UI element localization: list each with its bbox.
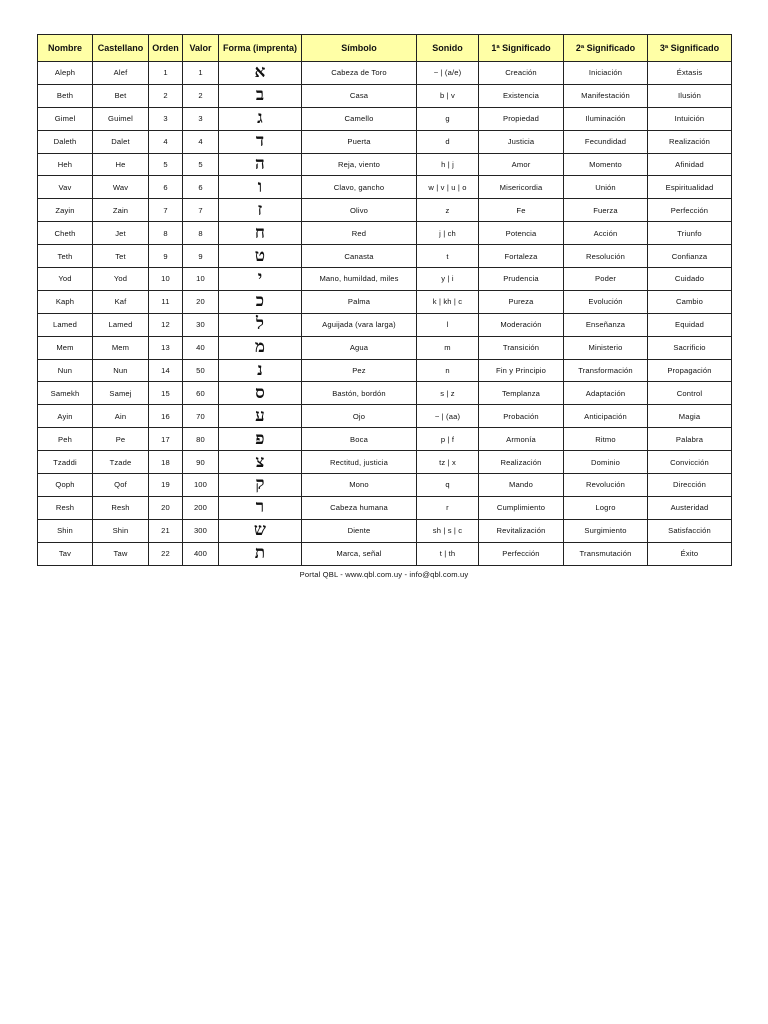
cell-significado-1: Templanza — [479, 382, 564, 405]
cell-nombre: Qoph — [38, 474, 93, 497]
cell-simbolo: Olivo — [302, 199, 417, 222]
cell-significado-3: Magia — [648, 405, 732, 428]
cell-forma: ס — [219, 382, 302, 405]
cell-valor: 100 — [183, 474, 219, 497]
cell-significado-1: Fe — [479, 199, 564, 222]
table-body — [38, 62, 732, 566]
cell-significado-2: Resolución — [564, 245, 648, 268]
cell-valor: 1 — [183, 62, 219, 85]
table-row — [38, 199, 732, 222]
table-row — [38, 176, 732, 199]
cell-orden: 10 — [149, 268, 183, 291]
cell-orden: 3 — [149, 107, 183, 130]
cell-orden: 8 — [149, 222, 183, 245]
cell-valor: 8 — [183, 222, 219, 245]
cell-sonido: g — [417, 107, 479, 130]
cell-significado-2: Fecundidad — [564, 130, 648, 153]
cell-simbolo: Camello — [302, 107, 417, 130]
cell-nombre: Teth — [38, 245, 93, 268]
cell-significado-3: Triunfo — [648, 222, 732, 245]
cell-orden: 14 — [149, 359, 183, 382]
cell-significado-1: Fortaleza — [479, 245, 564, 268]
cell-valor: 70 — [183, 405, 219, 428]
cell-orden: 19 — [149, 474, 183, 497]
footer-text: Portal QBL - www.qbl.com.uy - info@qbl.com.uy — [299, 570, 469, 579]
table-row — [38, 222, 732, 245]
cell-significado-3: Propagación — [648, 359, 732, 382]
cell-orden: 12 — [149, 313, 183, 336]
cell-significado-2: Iluminación — [564, 107, 648, 130]
cell-castellano: Pe — [93, 428, 149, 451]
cell-nombre: Peh — [38, 428, 93, 451]
cell-castellano: Resh — [93, 496, 149, 519]
cell-significado-2: Transformación — [564, 359, 648, 382]
cell-significado-2: Unión — [564, 176, 648, 199]
cell-significado-2: Surgimiento — [564, 519, 648, 542]
cell-significado-1: Amor — [479, 153, 564, 176]
cell-orden: 4 — [149, 130, 183, 153]
cell-orden: 6 — [149, 176, 183, 199]
table-row — [38, 107, 732, 130]
cell-significado-2: Ministerio — [564, 336, 648, 359]
cell-sonido: ~ | (a/e) — [417, 62, 479, 85]
cell-nombre: Resh — [38, 496, 93, 519]
column-header-forma: Forma (imprenta) — [219, 35, 302, 62]
cell-simbolo: Cabeza humana — [302, 496, 417, 519]
table-row — [38, 245, 732, 268]
cell-castellano: Tzade — [93, 451, 149, 474]
cell-nombre: Tav — [38, 542, 93, 565]
cell-forma: י — [219, 268, 302, 291]
cell-simbolo: Clavo, gancho — [302, 176, 417, 199]
cell-significado-3: Confianza — [648, 245, 732, 268]
cell-orden: 9 — [149, 245, 183, 268]
cell-sonido: ~ | (aa) — [417, 405, 479, 428]
cell-significado-3: Afinidad — [648, 153, 732, 176]
cell-nombre: Shin — [38, 519, 93, 542]
cell-significado-2: Acción — [564, 222, 648, 245]
table-row — [38, 153, 732, 176]
cell-significado-3: Intuición — [648, 107, 732, 130]
table-row — [38, 474, 732, 497]
cell-forma: כ — [219, 290, 302, 313]
cell-castellano: Bet — [93, 84, 149, 107]
cell-forma: פ — [219, 428, 302, 451]
cell-simbolo: Bastón, bordón — [302, 382, 417, 405]
cell-nombre: Vav — [38, 176, 93, 199]
cell-orden: 16 — [149, 405, 183, 428]
cell-sonido: b | v — [417, 84, 479, 107]
cell-castellano: Lamed — [93, 313, 149, 336]
cell-forma: ע — [219, 405, 302, 428]
cell-significado-2: Revolución — [564, 474, 648, 497]
cell-nombre: Daleth — [38, 130, 93, 153]
cell-forma: ט — [219, 245, 302, 268]
cell-sonido: l — [417, 313, 479, 336]
cell-sonido: h | j — [417, 153, 479, 176]
cell-sonido: p | f — [417, 428, 479, 451]
cell-significado-2: Momento — [564, 153, 648, 176]
cell-valor: 60 — [183, 382, 219, 405]
cell-sonido: y | i — [417, 268, 479, 291]
cell-significado-3: Convicción — [648, 451, 732, 474]
cell-significado-3: Realización — [648, 130, 732, 153]
table-row — [38, 62, 732, 85]
cell-castellano: Zain — [93, 199, 149, 222]
cell-castellano: Nun — [93, 359, 149, 382]
cell-significado-2: Dominio — [564, 451, 648, 474]
cell-significado-1: Pureza — [479, 290, 564, 313]
cell-orden: 21 — [149, 519, 183, 542]
cell-nombre: Kaph — [38, 290, 93, 313]
cell-sonido: z — [417, 199, 479, 222]
cell-castellano: Mem — [93, 336, 149, 359]
table-row — [38, 382, 732, 405]
cell-valor: 300 — [183, 519, 219, 542]
cell-castellano: Yod — [93, 268, 149, 291]
cell-significado-1: Cumplimiento — [479, 496, 564, 519]
cell-simbolo: Ojo — [302, 405, 417, 428]
cell-castellano: Alef — [93, 62, 149, 85]
cell-significado-3: Cambio — [648, 290, 732, 313]
cell-sonido: w | v | u | o — [417, 176, 479, 199]
cell-significado-1: Prudencia — [479, 268, 564, 291]
cell-orden: 15 — [149, 382, 183, 405]
cell-sonido: s | z — [417, 382, 479, 405]
cell-simbolo: Canasta — [302, 245, 417, 268]
cell-significado-3: Austeridad — [648, 496, 732, 519]
cell-significado-1: Transición — [479, 336, 564, 359]
table-row — [38, 405, 732, 428]
cell-forma: ק — [219, 474, 302, 497]
table-row — [38, 290, 732, 313]
cell-nombre: Yod — [38, 268, 93, 291]
cell-forma: ר — [219, 496, 302, 519]
cell-nombre: Samekh — [38, 382, 93, 405]
cell-sonido: d — [417, 130, 479, 153]
table-row — [38, 428, 732, 451]
column-header-castellano: Castellano — [93, 35, 149, 62]
cell-significado-3: Dirección — [648, 474, 732, 497]
cell-nombre: Ayin — [38, 405, 93, 428]
cell-orden: 20 — [149, 496, 183, 519]
cell-significado-3: Satisfacción — [648, 519, 732, 542]
hebrew-alphabet-table-container — [37, 34, 731, 566]
cell-valor: 50 — [183, 359, 219, 382]
cell-simbolo: Agua — [302, 336, 417, 359]
cell-sonido: m — [417, 336, 479, 359]
cell-simbolo: Marca, señal — [302, 542, 417, 565]
column-header-nombre: Nombre — [38, 35, 93, 62]
cell-significado-2: Evolución — [564, 290, 648, 313]
cell-nombre: Mem — [38, 336, 93, 359]
cell-simbolo: Casa — [302, 84, 417, 107]
cell-nombre: Nun — [38, 359, 93, 382]
cell-orden: 7 — [149, 199, 183, 222]
cell-forma: ז — [219, 199, 302, 222]
cell-nombre: Lamed — [38, 313, 93, 336]
cell-significado-3: Espiritualidad — [648, 176, 732, 199]
cell-castellano: Jet — [93, 222, 149, 245]
table-row — [38, 336, 732, 359]
cell-significado-2: Manifestación — [564, 84, 648, 107]
cell-significado-1: Armonía — [479, 428, 564, 451]
cell-castellano: Guimel — [93, 107, 149, 130]
cell-significado-3: Perfección — [648, 199, 732, 222]
cell-significado-3: Equidad — [648, 313, 732, 336]
cell-forma: ל — [219, 313, 302, 336]
column-header-significado-1: 1ª Significado — [479, 35, 564, 62]
cell-significado-1: Fin y Principio — [479, 359, 564, 382]
table-header — [38, 35, 732, 62]
cell-orden: 17 — [149, 428, 183, 451]
cell-castellano: Kaf — [93, 290, 149, 313]
cell-significado-1: Perfección — [479, 542, 564, 565]
cell-significado-2: Ritmo — [564, 428, 648, 451]
cell-castellano: Samej — [93, 382, 149, 405]
table-row — [38, 359, 732, 382]
table-row — [38, 268, 732, 291]
column-header-valor: Valor — [183, 35, 219, 62]
cell-sonido: r — [417, 496, 479, 519]
cell-sonido: t — [417, 245, 479, 268]
cell-significado-1: Existencia — [479, 84, 564, 107]
cell-significado-2: Transmutación — [564, 542, 648, 565]
cell-forma: ו — [219, 176, 302, 199]
cell-significado-1: Realización — [479, 451, 564, 474]
cell-simbolo: Red — [302, 222, 417, 245]
cell-valor: 7 — [183, 199, 219, 222]
cell-sonido: sh | s | c — [417, 519, 479, 542]
cell-significado-1: Moderación — [479, 313, 564, 336]
cell-sonido: k | kh | c — [417, 290, 479, 313]
cell-simbolo: Rectitud, justicia — [302, 451, 417, 474]
cell-castellano: Wav — [93, 176, 149, 199]
cell-significado-3: Éxtasis — [648, 62, 732, 85]
cell-valor: 10 — [183, 268, 219, 291]
cell-castellano: Tet — [93, 245, 149, 268]
cell-nombre: Heh — [38, 153, 93, 176]
table-row — [38, 519, 732, 542]
cell-castellano: Qof — [93, 474, 149, 497]
cell-valor: 3 — [183, 107, 219, 130]
cell-forma: ת — [219, 542, 302, 565]
cell-simbolo: Aguijada (vara larga) — [302, 313, 417, 336]
cell-simbolo: Pez — [302, 359, 417, 382]
cell-significado-1: Justicia — [479, 130, 564, 153]
cell-castellano: Taw — [93, 542, 149, 565]
cell-forma: מ — [219, 336, 302, 359]
column-header-orden: Orden — [149, 35, 183, 62]
cell-forma: נ — [219, 359, 302, 382]
cell-significado-1: Revitalización — [479, 519, 564, 542]
cell-forma: צ — [219, 451, 302, 474]
cell-simbolo: Diente — [302, 519, 417, 542]
hebrew-alphabet-table — [37, 34, 732, 566]
cell-significado-1: Potencia — [479, 222, 564, 245]
cell-significado-2: Logro — [564, 496, 648, 519]
cell-nombre: Beth — [38, 84, 93, 107]
cell-forma: ש — [219, 519, 302, 542]
cell-orden: 22 — [149, 542, 183, 565]
cell-significado-2: Poder — [564, 268, 648, 291]
cell-simbolo: Reja, viento — [302, 153, 417, 176]
cell-sonido: tz | x — [417, 451, 479, 474]
cell-simbolo: Cabeza de Toro — [302, 62, 417, 85]
cell-valor: 4 — [183, 130, 219, 153]
table-row — [38, 130, 732, 153]
cell-simbolo: Palma — [302, 290, 417, 313]
cell-significado-1: Creación — [479, 62, 564, 85]
cell-valor: 20 — [183, 290, 219, 313]
cell-significado-3: Control — [648, 382, 732, 405]
column-header-sonido: Sonido — [417, 35, 479, 62]
column-header-significado-2: 2ª Significado — [564, 35, 648, 62]
cell-significado-3: Éxito — [648, 542, 732, 565]
cell-orden: 13 — [149, 336, 183, 359]
cell-simbolo: Mono — [302, 474, 417, 497]
cell-significado-2: Anticipación — [564, 405, 648, 428]
cell-forma: ה — [219, 153, 302, 176]
cell-castellano: He — [93, 153, 149, 176]
cell-valor: 9 — [183, 245, 219, 268]
cell-significado-3: Ilusión — [648, 84, 732, 107]
cell-significado-1: Probación — [479, 405, 564, 428]
cell-orden: 5 — [149, 153, 183, 176]
cell-valor: 6 — [183, 176, 219, 199]
cell-sonido: n — [417, 359, 479, 382]
cell-significado-3: Cuidado — [648, 268, 732, 291]
table-row — [38, 496, 732, 519]
cell-sonido: q — [417, 474, 479, 497]
cell-forma: ד — [219, 130, 302, 153]
cell-castellano: Dalet — [93, 130, 149, 153]
cell-forma: א — [219, 62, 302, 85]
cell-significado-3: Palabra — [648, 428, 732, 451]
column-header-significado-3: 3ª Significado — [648, 35, 732, 62]
cell-forma: ב — [219, 84, 302, 107]
cell-orden: 11 — [149, 290, 183, 313]
cell-simbolo: Boca — [302, 428, 417, 451]
cell-valor: 30 — [183, 313, 219, 336]
cell-valor: 400 — [183, 542, 219, 565]
cell-significado-1: Mando — [479, 474, 564, 497]
cell-significado-2: Fuerza — [564, 199, 648, 222]
cell-orden: 2 — [149, 84, 183, 107]
header-row — [38, 35, 732, 62]
cell-castellano: Ain — [93, 405, 149, 428]
cell-castellano: Shin — [93, 519, 149, 542]
cell-nombre: Gimel — [38, 107, 93, 130]
cell-valor: 2 — [183, 84, 219, 107]
cell-significado-2: Enseñanza — [564, 313, 648, 336]
cell-forma: ג — [219, 107, 302, 130]
cell-nombre: Zayin — [38, 199, 93, 222]
cell-valor: 5 — [183, 153, 219, 176]
cell-orden: 1 — [149, 62, 183, 85]
table-row — [38, 451, 732, 474]
cell-valor: 80 — [183, 428, 219, 451]
cell-valor: 90 — [183, 451, 219, 474]
column-header-simbolo: Símbolo — [302, 35, 417, 62]
cell-significado-3: Sacrificio — [648, 336, 732, 359]
cell-orden: 18 — [149, 451, 183, 474]
table-row — [38, 84, 732, 107]
cell-significado-2: Iniciación — [564, 62, 648, 85]
cell-significado-2: Adaptación — [564, 382, 648, 405]
cell-nombre: Cheth — [38, 222, 93, 245]
cell-valor: 200 — [183, 496, 219, 519]
cell-sonido: j | ch — [417, 222, 479, 245]
cell-valor: 40 — [183, 336, 219, 359]
cell-simbolo: Puerta — [302, 130, 417, 153]
cell-nombre: Tzaddi — [38, 451, 93, 474]
table-row — [38, 313, 732, 336]
cell-forma: ח — [219, 222, 302, 245]
cell-significado-1: Propiedad — [479, 107, 564, 130]
cell-simbolo: Mano, humildad, miles — [302, 268, 417, 291]
table-row — [38, 542, 732, 565]
cell-nombre: Aleph — [38, 62, 93, 85]
cell-sonido: t | th — [417, 542, 479, 565]
cell-significado-1: Misericordia — [479, 176, 564, 199]
